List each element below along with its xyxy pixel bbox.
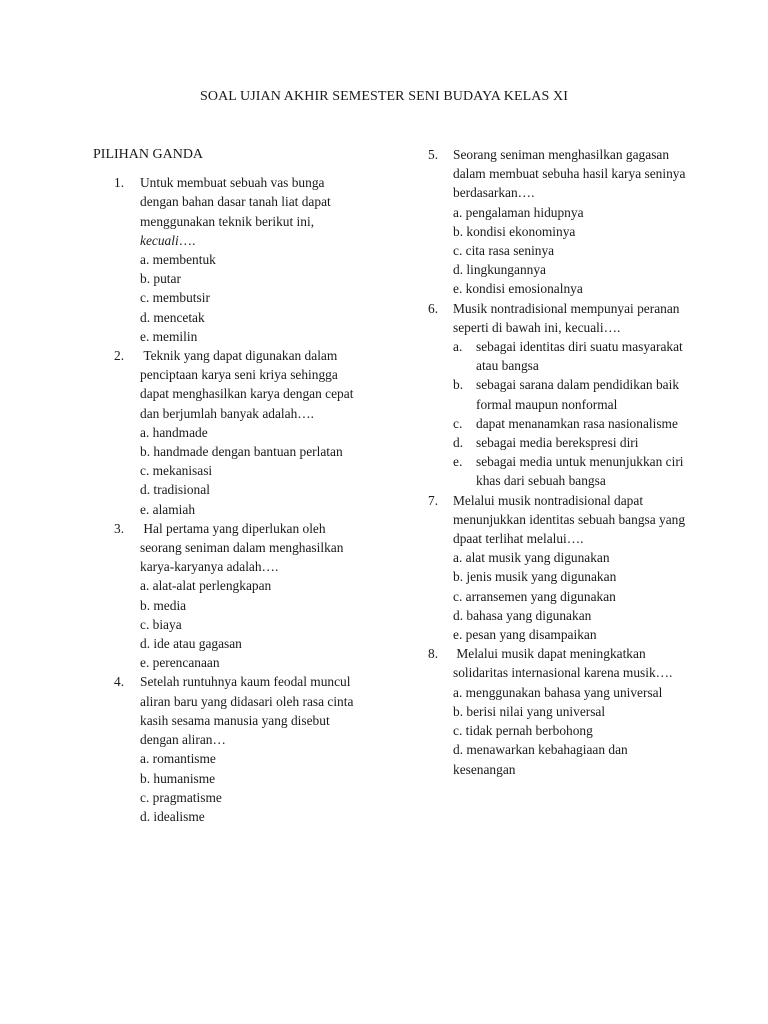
- question-1: [93, 173, 365, 346]
- question-number: 2.: [114, 348, 125, 364]
- option: d. lingkungannya: [453, 262, 546, 278]
- sub-option-text: sebagai sarana dalam pendidikan baik formal maupun nonformal: [476, 377, 680, 412]
- sub-option-text: dapat menanamkan rasa nasionalisme: [476, 415, 678, 431]
- option: b. kondisi ekonominya: [453, 223, 576, 239]
- question-text: Melalui musik nontradisional dapat menunjukkan identitas sebuah bangsa yang dpaat terlihat melalui….: [453, 492, 686, 547]
- question-6: [428, 299, 690, 491]
- option: e. alamiah: [140, 501, 196, 517]
- option: c. mekanisasi: [140, 463, 213, 479]
- option: a. alat-alat perlengkapan: [140, 578, 272, 594]
- question-3: [93, 519, 365, 673]
- question-number: 7.: [428, 492, 439, 508]
- option: c. tidak pernah berbohong: [453, 723, 593, 739]
- option: d. bahasa yang digunakan: [453, 607, 592, 623]
- question-4: [93, 672, 365, 826]
- option: b. berisi nilai yang universal: [453, 703, 606, 719]
- option: b. jenis musik yang digunakan: [453, 569, 617, 585]
- question-text: Melalui musik dapat meningkatkan solidaritas internasional karena musik….: [453, 646, 673, 681]
- option: c. cita rasa seninya: [453, 243, 555, 259]
- option: a. menggunakan bahasa yang universal: [453, 684, 663, 700]
- option: d. mencetak: [140, 309, 205, 325]
- left-column: [93, 145, 365, 826]
- question-number: 4.: [114, 674, 125, 690]
- question-number: 5.: [428, 147, 439, 162]
- option: d. ide atau gagasan: [140, 636, 242, 652]
- question-5: [428, 145, 690, 299]
- option: d. idealisme: [140, 808, 205, 824]
- option: d. menawarkan kebahagiaan dan kesenangan: [453, 742, 628, 777]
- question-text: Untuk membuat sebuah vas bunga dengan bahan dasar tanah liat dapat menggunakan teknik berikut ini, kecuali….: [140, 175, 331, 248]
- question-8: [428, 644, 690, 778]
- question-text: Setelah runtuhnya kaum feodal muncul aliran baru yang didasari oleh rasa cinta kasih sesama manusia yang disebut dengan aliran…: [140, 674, 354, 748]
- option: c. membutsir: [140, 290, 210, 306]
- option: e. perencanaan: [140, 655, 220, 671]
- sub-option-b: [453, 375, 690, 413]
- question-7: [428, 491, 690, 645]
- question-text-emphasis: kecuali: [140, 232, 179, 248]
- sub-option-text: sebagai media berekspresi diri: [476, 435, 639, 451]
- sub-option-e: [453, 452, 690, 490]
- sub-option-letter: a.: [453, 339, 463, 355]
- page-title: SOAL UJIAN AKHIR SEMESTER SENI BUDAYA KELAS XI: [200, 89, 568, 104]
- option: b. handmade dengan bantuan perlatan: [140, 444, 343, 460]
- option: c. biaya: [140, 616, 182, 632]
- option: c. pragmatisme: [140, 789, 222, 805]
- option: d. tradisional: [140, 482, 210, 498]
- option: a. pengalaman hidupnya: [453, 204, 584, 220]
- option: c. arransemen yang digunakan: [453, 588, 616, 604]
- option: a. membentuk: [140, 252, 216, 268]
- sub-option-text: sebagai identitas diri suatu masyarakat atau bangsa: [476, 339, 683, 374]
- option: b. humanisme: [140, 770, 216, 786]
- option: e. pesan yang disampaikan: [453, 627, 597, 643]
- sub-option-letter: c.: [453, 415, 463, 431]
- question-text: Teknik yang dapat digunakan dalam penciptaan karya seni kriya sehingga dapat menghasilkan karya dengan cepat dan berjumlah banyak adalah….: [140, 348, 357, 421]
- question-text: Hal pertama yang diperlukan oleh seorang seniman dalam menghasilkan karya-karyanya adalah….: [140, 520, 347, 575]
- question-2: [93, 346, 365, 519]
- section-title: PILIHAN GANDA: [93, 147, 204, 162]
- sub-option-letter: d.: [453, 435, 464, 451]
- question-text: Musik nontradisional mempunyai peranan seperti di bawah ini, kecuali….: [453, 300, 680, 335]
- question-number: 3.: [114, 520, 125, 536]
- option: b. media: [140, 597, 187, 613]
- question-number: 1.: [114, 175, 125, 191]
- option: e. memilin: [140, 328, 198, 344]
- option: b. putar: [140, 271, 181, 287]
- sub-option-letter: e.: [453, 454, 463, 470]
- option: a. romantisme: [140, 751, 216, 767]
- question-number: 8.: [428, 646, 439, 662]
- question-text: Seorang seniman menghasilkan gagasan dalam membuat sebuha hasil karya seninya berdasarkan….: [453, 147, 686, 201]
- right-column: [428, 145, 690, 779]
- sub-option-c: [453, 414, 690, 433]
- sub-option-a: [453, 337, 690, 375]
- sub-option-letter: b.: [453, 377, 464, 393]
- sub-option-text: sebagai media untuk menunjukkan ciri khas dari sebuah bangsa: [476, 454, 684, 489]
- option: e. kondisi emosionalnya: [453, 281, 583, 297]
- question-number: 6.: [428, 300, 439, 316]
- option: a. handmade: [140, 424, 208, 440]
- sub-option-d: [453, 433, 690, 452]
- option: a. alat musik yang digunakan: [453, 550, 610, 566]
